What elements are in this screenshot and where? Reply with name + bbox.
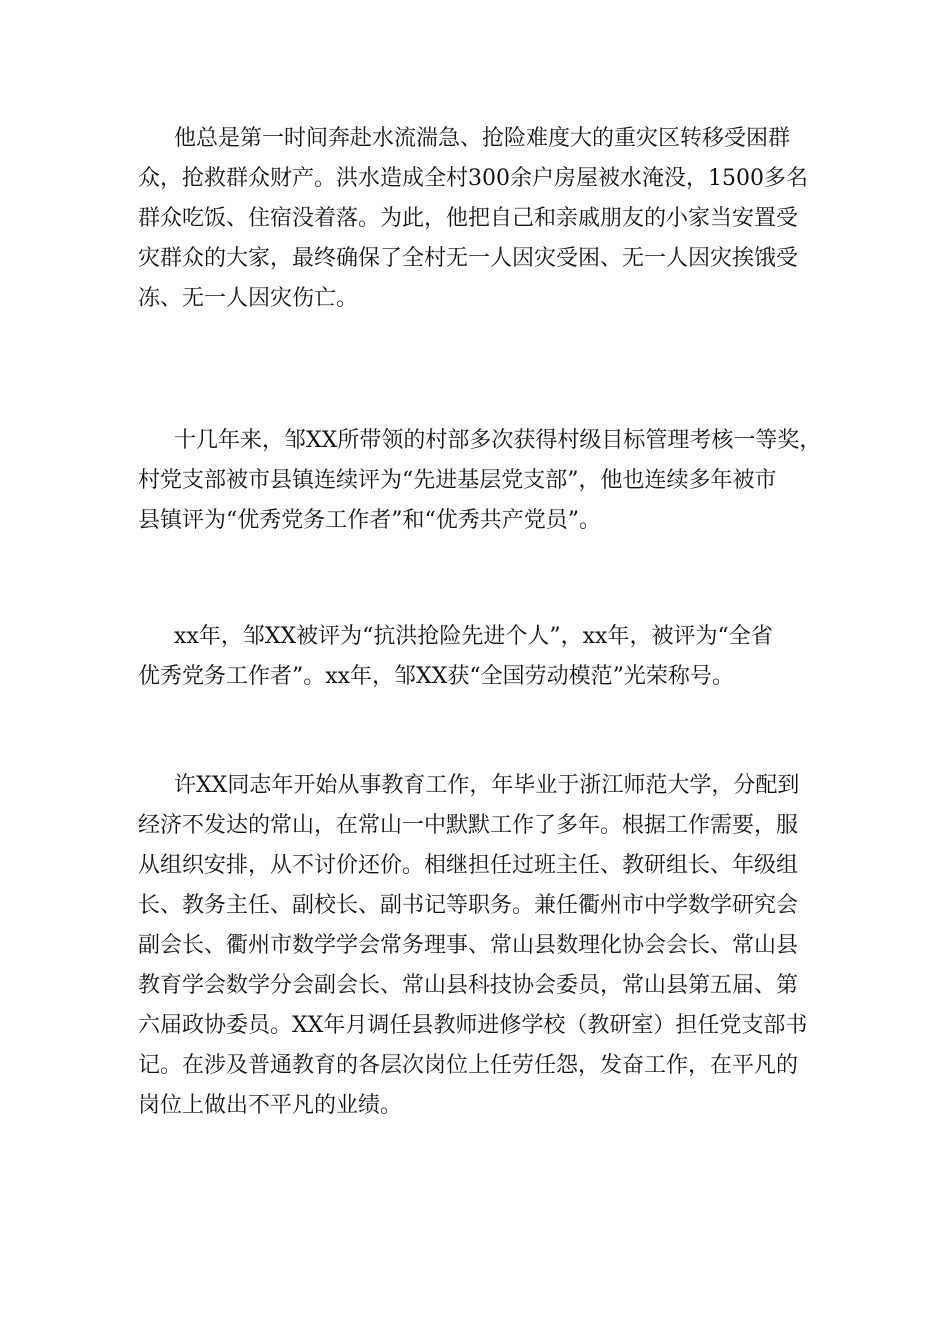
text-line: 长、教务主任、副校长、副书记等职务。兼任衢州市中学数学研究会: [138, 893, 799, 918]
text-line: 经济不发达的常山，在常山一中默默工作了多年。根据工作需要，服: [138, 813, 799, 838]
text-line: 从组织安排，从不讨价还价。相继担任过班主任、教研组长、年级组: [138, 853, 799, 878]
text-line: 副会长、衢州市数学学会常务理事、常山县数理化协会会长、常山县: [138, 933, 799, 958]
text-line: 群众吃饭、住宿没着落。为此，他把自己和亲戚朋友的小家当安置受: [138, 206, 799, 231]
paragraph-flood-rescue: [138, 119, 818, 319]
paragraph-education-career: [138, 766, 818, 1126]
text-line: xx年，邹XX被评为“抗洪抢险先进个人”，xx年，被评为“全省: [174, 624, 773, 649]
text-line: 灾群众的大家，最终确保了全村无一人因灾受困、无一人因灾挨饿受: [138, 246, 799, 271]
text-line: 县镇评为“优秀党务工作者”和“优秀共产党员”。: [138, 508, 601, 533]
text-line: 村党支部被市县镇连续评为“先进基层党支部”，他也连续多年被市: [138, 468, 777, 493]
text-line: 记。在涉及普通教育的各层次岗位上任劳任怨，发奋工作，在平凡的: [138, 1053, 799, 1078]
text-line: 优秀党务工作者”。xx年，邹XX获“全国劳动模范”光荣称号。: [138, 664, 734, 689]
text-line: 众，抢救群众财产。洪水造成全村300余户房屋被水淹没，1500多名: [138, 166, 808, 191]
text-line: 六届政协委员。XX年月调任县教师进修学校（教研室）担任党支部书: [138, 1013, 808, 1038]
text-line: 岗位上做出不平凡的业绩。: [138, 1093, 403, 1118]
text-line: 他总是第一时间奔赴水流湍急、抢险难度大的重灾区转移受困群: [174, 126, 791, 151]
text-line: 冻、无一人因灾伤亡。: [138, 286, 359, 311]
paragraph-honors: [138, 617, 818, 697]
text-line: 教育学会数学分会副会长、常山县科技协会委员，常山县第五届、第: [138, 973, 799, 998]
paragraph-awards-village: [138, 421, 822, 541]
text-line: 十几年来，邹XX所带领的村部多次获得村级目标管理考核一等奖，: [174, 428, 822, 453]
text-line: 许XX同志年开始从事教育工作，年毕业于浙江师范大学，分配到: [174, 773, 800, 798]
